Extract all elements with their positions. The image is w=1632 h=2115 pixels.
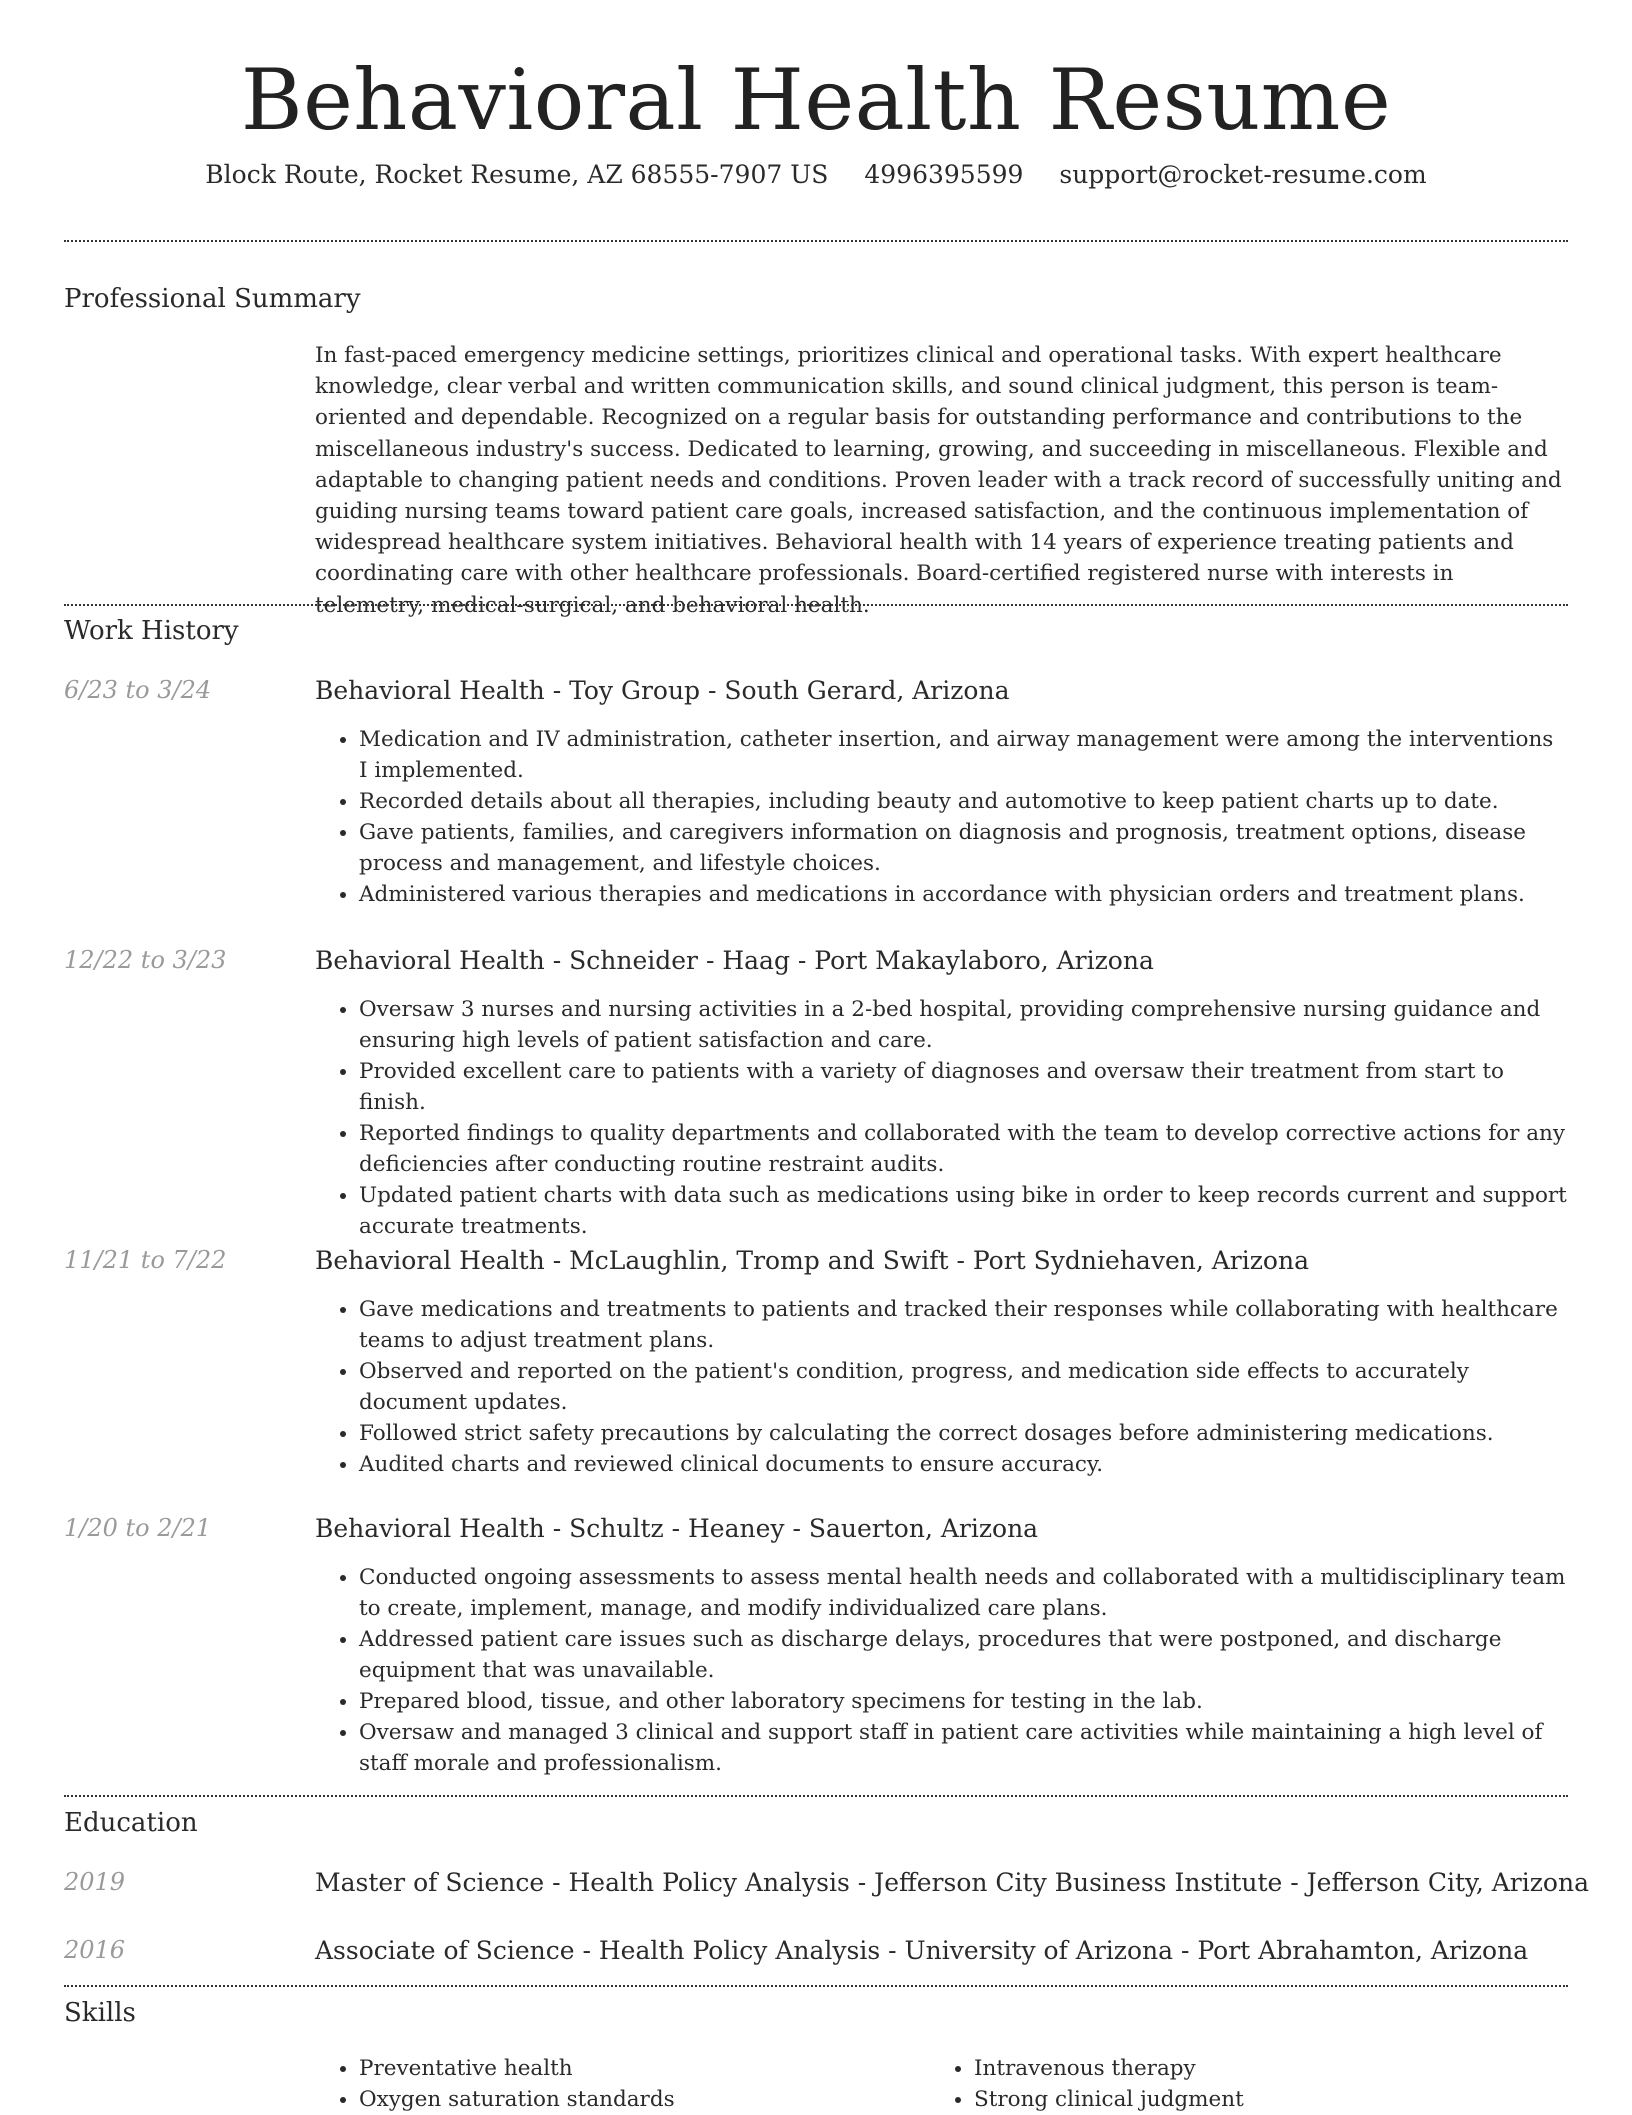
job-bullet: • Prepared blood, tissue, and other laboratory specimens for testing in the lab.: [359, 1686, 1568, 1717]
job-date: 6/23 to 3/24: [64, 676, 212, 704]
job-bullet: • Recorded details about all therapies, including beauty and automotive to keep patient charts up to date.: [359, 786, 1568, 817]
job-role: Behavioral Health - Schneider - Haag - Port Makaylaboro, Arizona: [315, 946, 1154, 975]
summary-text: In fast-paced emergency medicine settings, prioritizes clinical and operational tasks. With expert healthcare knowledge, clear verbal and written communication skills, and sound clinical judgment, this person is team-oriented and dependable. Recognized on a regular basis for outstanding performance and contributions to the miscellaneous industry's success. Dedicated to learning, growing, and succeeding in miscellaneous. Flexible and adaptable to changing patient needs and conditions. Proven leader with a track record of successfully uniting and guiding nursing teams toward patient care goals, increased satisfaction, and the continuous implementation of widespread healthcare system initiatives. Behavioral health with 14 years of experience treating patients and coordinating care with other healthcare professionals. Board-certified registered nurse with interests in telemetry, medical-surgical, and behavioral health.: [315, 343, 1562, 618]
education-degree: Associate of Science - Health Policy Analysis - University of Arizona - Port Abrahamton, Arizona: [315, 1936, 1529, 1965]
skill-item: • Preventative health: [359, 2053, 675, 2084]
job-date: 12/22 to 3/23: [64, 946, 227, 974]
job-role: Behavioral Health - Toy Group - South Gerard, Arizona: [315, 676, 1010, 705]
summary-heading: Professional Summary: [64, 284, 361, 314]
skills-list-right: [930, 2053, 1244, 2115]
education-heading: Education: [64, 1808, 198, 1838]
job-bullet: • Conducted ongoing assessments to assess mental health needs and collaborated with a multidisciplinary team to create, implement, manage, and modify individualized care plans.: [359, 1562, 1568, 1624]
skills-heading: Skills: [64, 1998, 136, 2028]
education-date: 2016: [64, 1936, 126, 1964]
job-bullet: • Administered various therapies and medications in accordance with physician orders and treatment plans.: [359, 879, 1568, 910]
job-bullets: [315, 1294, 1568, 1480]
job-bullet: • Audited charts and reviewed clinical documents to ensure accuracy.: [359, 1449, 1568, 1480]
divider: [64, 1985, 1568, 1987]
job-bullet: • Gave patients, families, and caregivers information on diagnosis and prognosis, treatment options, disease process and management, and lifestyle choices.: [359, 817, 1568, 879]
job-bullet: • Oversaw 3 nurses and nursing activities in a 2-bed hospital, providing comprehensive nursing guidance and ensuring high levels of patient satisfaction and care.: [359, 994, 1568, 1056]
job-bullets: [315, 724, 1568, 910]
job-bullet: • Provided excellent care to patients with a variety of diagnoses and oversaw their treatment from start to finish.: [359, 1056, 1568, 1118]
job-bullet: • Addressed patient care issues such as discharge delays, procedures that were postponed, and discharge equipment that was unavailable.: [359, 1624, 1568, 1686]
job-role: Behavioral Health - McLaughlin, Tromp and Swift - Port Sydniehaven, Arizona: [315, 1246, 1309, 1275]
job-bullet: • Oversaw and managed 3 clinical and support staff in patient care activities while maintaining a high level of staff morale and professionalism.: [359, 1717, 1568, 1779]
contact-address: Block Route, Rocket Resume, AZ 68555-7907 US: [205, 160, 829, 189]
job-date: 1/20 to 2/21: [64, 1514, 212, 1542]
divider: [64, 604, 1568, 606]
job-role: Behavioral Health - Schultz - Heaney - Sauerton, Arizona: [315, 1514, 1039, 1543]
job-bullet: • Updated patient charts with data such as medications using bike in order to keep records current and support accurate treatments.: [359, 1180, 1568, 1242]
job-date: 11/21 to 7/22: [64, 1246, 227, 1274]
divider: [64, 1795, 1568, 1797]
education-degree: Master of Science - Health Policy Analysis - Jefferson City Business Institute - Jefferson City, Arizona: [315, 1868, 1589, 1897]
job-bullet: • Followed strict safety precautions by calculating the correct dosages before administering medications.: [359, 1418, 1568, 1449]
job-bullet: • Medication and IV administration, catheter insertion, and airway management were among the interventions I implemented.: [359, 724, 1568, 786]
work-history-heading: Work History: [64, 616, 239, 646]
skill-item: • Oxygen saturation standards: [359, 2084, 675, 2115]
skills-list-left: [315, 2053, 675, 2115]
job-bullet: • Gave medications and treatments to patients and tracked their responses while collaborating with healthcare teams to adjust treatment plans.: [359, 1294, 1568, 1356]
contact-line: [0, 160, 1632, 189]
contact-phone: 4996395599: [864, 160, 1024, 189]
divider: [64, 240, 1568, 242]
job-bullets: [315, 1562, 1568, 1779]
skill-item: • Strong clinical judgment: [974, 2084, 1244, 2115]
job-bullet: • Observed and reported on the patient's condition, progress, and medication side effects to accurately document updates.: [359, 1356, 1568, 1418]
contact-email: support@rocket-resume.com: [1059, 160, 1427, 189]
education-date: 2019: [64, 1868, 126, 1896]
resume-title: Behavioral Health Resume: [240, 51, 1392, 149]
job-bullet: • Reported findings to quality departments and collaborated with the team to develop corrective actions for any deficiencies after conducting routine restraint audits.: [359, 1118, 1568, 1180]
job-bullets: [315, 994, 1568, 1242]
skill-item: • Intravenous therapy: [974, 2053, 1244, 2084]
